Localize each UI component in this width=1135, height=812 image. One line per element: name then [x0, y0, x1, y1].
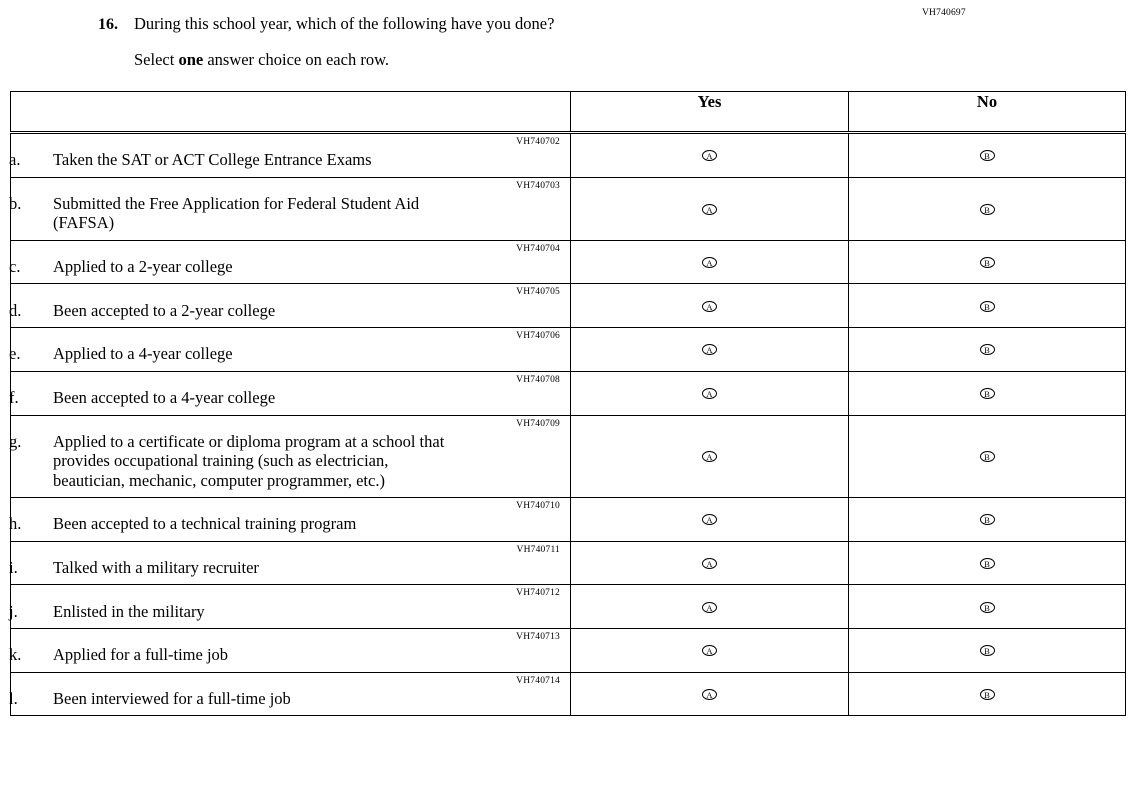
row-label-line: Been interviewed for a full-time job	[53, 689, 291, 708]
answer-cell-yes[interactable]	[571, 585, 849, 629]
answer-cell-no[interactable]	[849, 328, 1126, 372]
row-label-line: Applied for a full-time job	[53, 645, 229, 665]
answer-cell-no[interactable]	[849, 177, 1126, 240]
table-row	[11, 415, 1126, 498]
answer-cell-no[interactable]	[849, 284, 1126, 328]
bubble-yes[interactable]: A	[702, 558, 717, 569]
row-label-line: beautician, mechanic, computer programmer, etc.)	[53, 470, 385, 490]
row-label-text	[9, 645, 562, 665]
bubble-yes[interactable]: A	[702, 150, 717, 161]
row-item-id: VH740706	[516, 331, 560, 342]
row-item-id: VH740703	[516, 180, 560, 191]
table-row	[11, 177, 1126, 240]
answer-cell-yes[interactable]	[571, 672, 849, 716]
bubble-yes[interactable]: A	[702, 204, 717, 215]
row-item-id: VH740705	[516, 287, 560, 298]
row-label-text	[9, 431, 562, 490]
question-text: During this school year, which of the following have you done?	[134, 14, 555, 33]
instruction-pre: Select	[134, 50, 179, 69]
bubble-yes[interactable]: A	[702, 257, 717, 268]
row-label-line: Applied to a 4-year college	[53, 344, 233, 364]
row-item-id: VH740702	[516, 137, 560, 147]
bubble-no[interactable]: B	[980, 204, 995, 215]
row-label-cell	[11, 133, 571, 178]
row-label-cell	[11, 240, 571, 284]
row-letter: c.	[9, 257, 21, 277]
bubble-yes[interactable]: A	[702, 602, 717, 613]
bubble-yes[interactable]: A	[702, 301, 717, 312]
bubble-no[interactable]: B	[980, 388, 995, 399]
row-letter: a.	[9, 150, 21, 170]
answer-cell-no[interactable]	[849, 585, 1126, 629]
row-label-text	[9, 388, 562, 408]
bubble-no[interactable]: B	[980, 645, 995, 656]
bubble-no[interactable]: B	[980, 514, 995, 525]
row-label-cell	[11, 629, 571, 673]
question-instruction	[134, 50, 858, 70]
bubble-yes[interactable]: A	[702, 344, 717, 355]
answer-cell-yes[interactable]	[571, 371, 849, 415]
bubble-no[interactable]: B	[980, 257, 995, 268]
table-row	[11, 240, 1126, 284]
bubble-no[interactable]: B	[980, 689, 995, 700]
row-item-id: VH740714	[516, 675, 560, 686]
row-label-cell	[11, 284, 571, 328]
row-letter: l.	[9, 689, 18, 708]
bubble-no[interactable]: B	[980, 602, 995, 613]
bubble-yes[interactable]: A	[702, 689, 717, 700]
answer-cell-yes[interactable]	[571, 284, 849, 328]
table-row	[11, 585, 1126, 629]
row-letter: k.	[9, 645, 22, 665]
bubble-no[interactable]: B	[980, 451, 995, 462]
bubble-yes[interactable]: A	[702, 451, 717, 462]
answer-cell-no[interactable]	[849, 541, 1126, 585]
answer-cell-no[interactable]	[849, 133, 1126, 178]
row-label-cell	[11, 415, 571, 498]
row-label-line: provides occupational training (such as electrician,	[53, 451, 389, 471]
question-block	[98, 14, 858, 70]
answer-cell-yes[interactable]	[571, 133, 849, 178]
row-label-line: Taken the SAT or ACT College Entrance Exams	[53, 150, 372, 170]
instruction-emphasis: one	[178, 50, 204, 69]
bubble-no[interactable]: B	[980, 558, 995, 569]
row-letter: f.	[9, 388, 19, 408]
row-item-id: VH740710	[516, 501, 560, 512]
answer-cell-yes[interactable]	[571, 629, 849, 673]
table-row	[11, 284, 1126, 328]
row-label-line: Been accepted to a 4-year college	[53, 388, 276, 408]
answer-cell-yes[interactable]	[571, 498, 849, 542]
row-label-cell	[11, 585, 571, 629]
row-letter: i.	[9, 557, 18, 577]
matrix-body	[11, 133, 1126, 716]
answer-cell-yes[interactable]	[571, 328, 849, 372]
instruction-post: answer choice on each row.	[203, 50, 390, 69]
row-label-cell	[11, 498, 571, 542]
table-row	[11, 672, 1126, 716]
row-label-text	[9, 601, 562, 621]
row-label-line: Been accepted to a technical training program	[53, 514, 357, 534]
table-row	[11, 133, 1126, 178]
matrix-header	[11, 92, 1126, 133]
row-label-text	[9, 257, 562, 277]
row-item-id: VH740704	[516, 243, 560, 254]
row-label-line: Submitted the Free Application for Federal Student Aid	[53, 193, 420, 213]
answer-cell-no[interactable]	[849, 415, 1126, 498]
table-row	[11, 629, 1126, 673]
row-label-text	[9, 557, 562, 577]
bubble-yes[interactable]: A	[702, 514, 717, 525]
answer-cell-yes[interactable]	[571, 240, 849, 284]
answer-matrix	[10, 91, 1126, 716]
row-label-cell	[11, 672, 571, 716]
row-label-line: (FAFSA)	[53, 213, 115, 233]
row-letter: g.	[9, 431, 22, 451]
answer-cell-yes[interactable]	[571, 415, 849, 498]
row-item-id: VH740713	[516, 632, 560, 643]
row-label-text	[9, 514, 562, 534]
row-label-cell	[11, 371, 571, 415]
answer-cell-no[interactable]	[849, 498, 1126, 542]
row-label-line: Been accepted to a 2-year college	[53, 300, 276, 320]
row-label-line: Applied to a 2-year college	[53, 257, 233, 277]
row-label-line: Applied to a certificate or diploma program at a school that	[53, 431, 445, 451]
row-item-id: VH740708	[516, 374, 560, 385]
page-item-id: VH740697	[922, 8, 966, 18]
answer-cell-yes[interactable]	[571, 177, 849, 240]
row-label-cell	[11, 541, 571, 585]
bubble-yes[interactable]: A	[702, 388, 717, 399]
row-label-cell	[11, 328, 571, 372]
row-letter: h.	[9, 514, 22, 534]
row-label-text	[9, 150, 562, 170]
row-item-id: VH740711	[516, 544, 560, 555]
row-letter: j.	[9, 601, 18, 621]
row-letter: d.	[9, 300, 22, 320]
bubble-no[interactable]: B	[980, 301, 995, 312]
row-label-cell	[11, 177, 571, 240]
answer-cell-yes[interactable]	[571, 541, 849, 585]
answer-cell-no[interactable]	[849, 240, 1126, 284]
row-label-text	[9, 689, 562, 708]
row-item-id: VH740709	[516, 418, 560, 429]
row-label-line: Talked with a military recruiter	[53, 557, 259, 577]
row-label-text	[9, 300, 562, 320]
header-yes: Yes	[571, 92, 849, 133]
header-blank	[11, 92, 571, 133]
table-row	[11, 371, 1126, 415]
row-label-text	[9, 344, 562, 364]
bubble-no[interactable]: B	[980, 344, 995, 355]
bubble-yes[interactable]: A	[702, 645, 717, 656]
row-letter: b.	[9, 193, 22, 213]
answer-cell-no[interactable]	[849, 629, 1126, 673]
table-row	[11, 328, 1126, 372]
bubble-no[interactable]: B	[980, 150, 995, 161]
row-letter: e.	[9, 344, 21, 364]
header-no: No	[849, 92, 1126, 133]
row-label-text	[9, 193, 562, 233]
row-label-line: Enlisted in the military	[53, 601, 205, 621]
answer-cell-no[interactable]	[849, 371, 1126, 415]
table-row	[11, 541, 1126, 585]
row-item-id: VH740712	[516, 588, 560, 599]
answer-cell-no[interactable]	[849, 672, 1126, 716]
table-row	[11, 498, 1126, 542]
question-number: 16.	[98, 16, 118, 33]
